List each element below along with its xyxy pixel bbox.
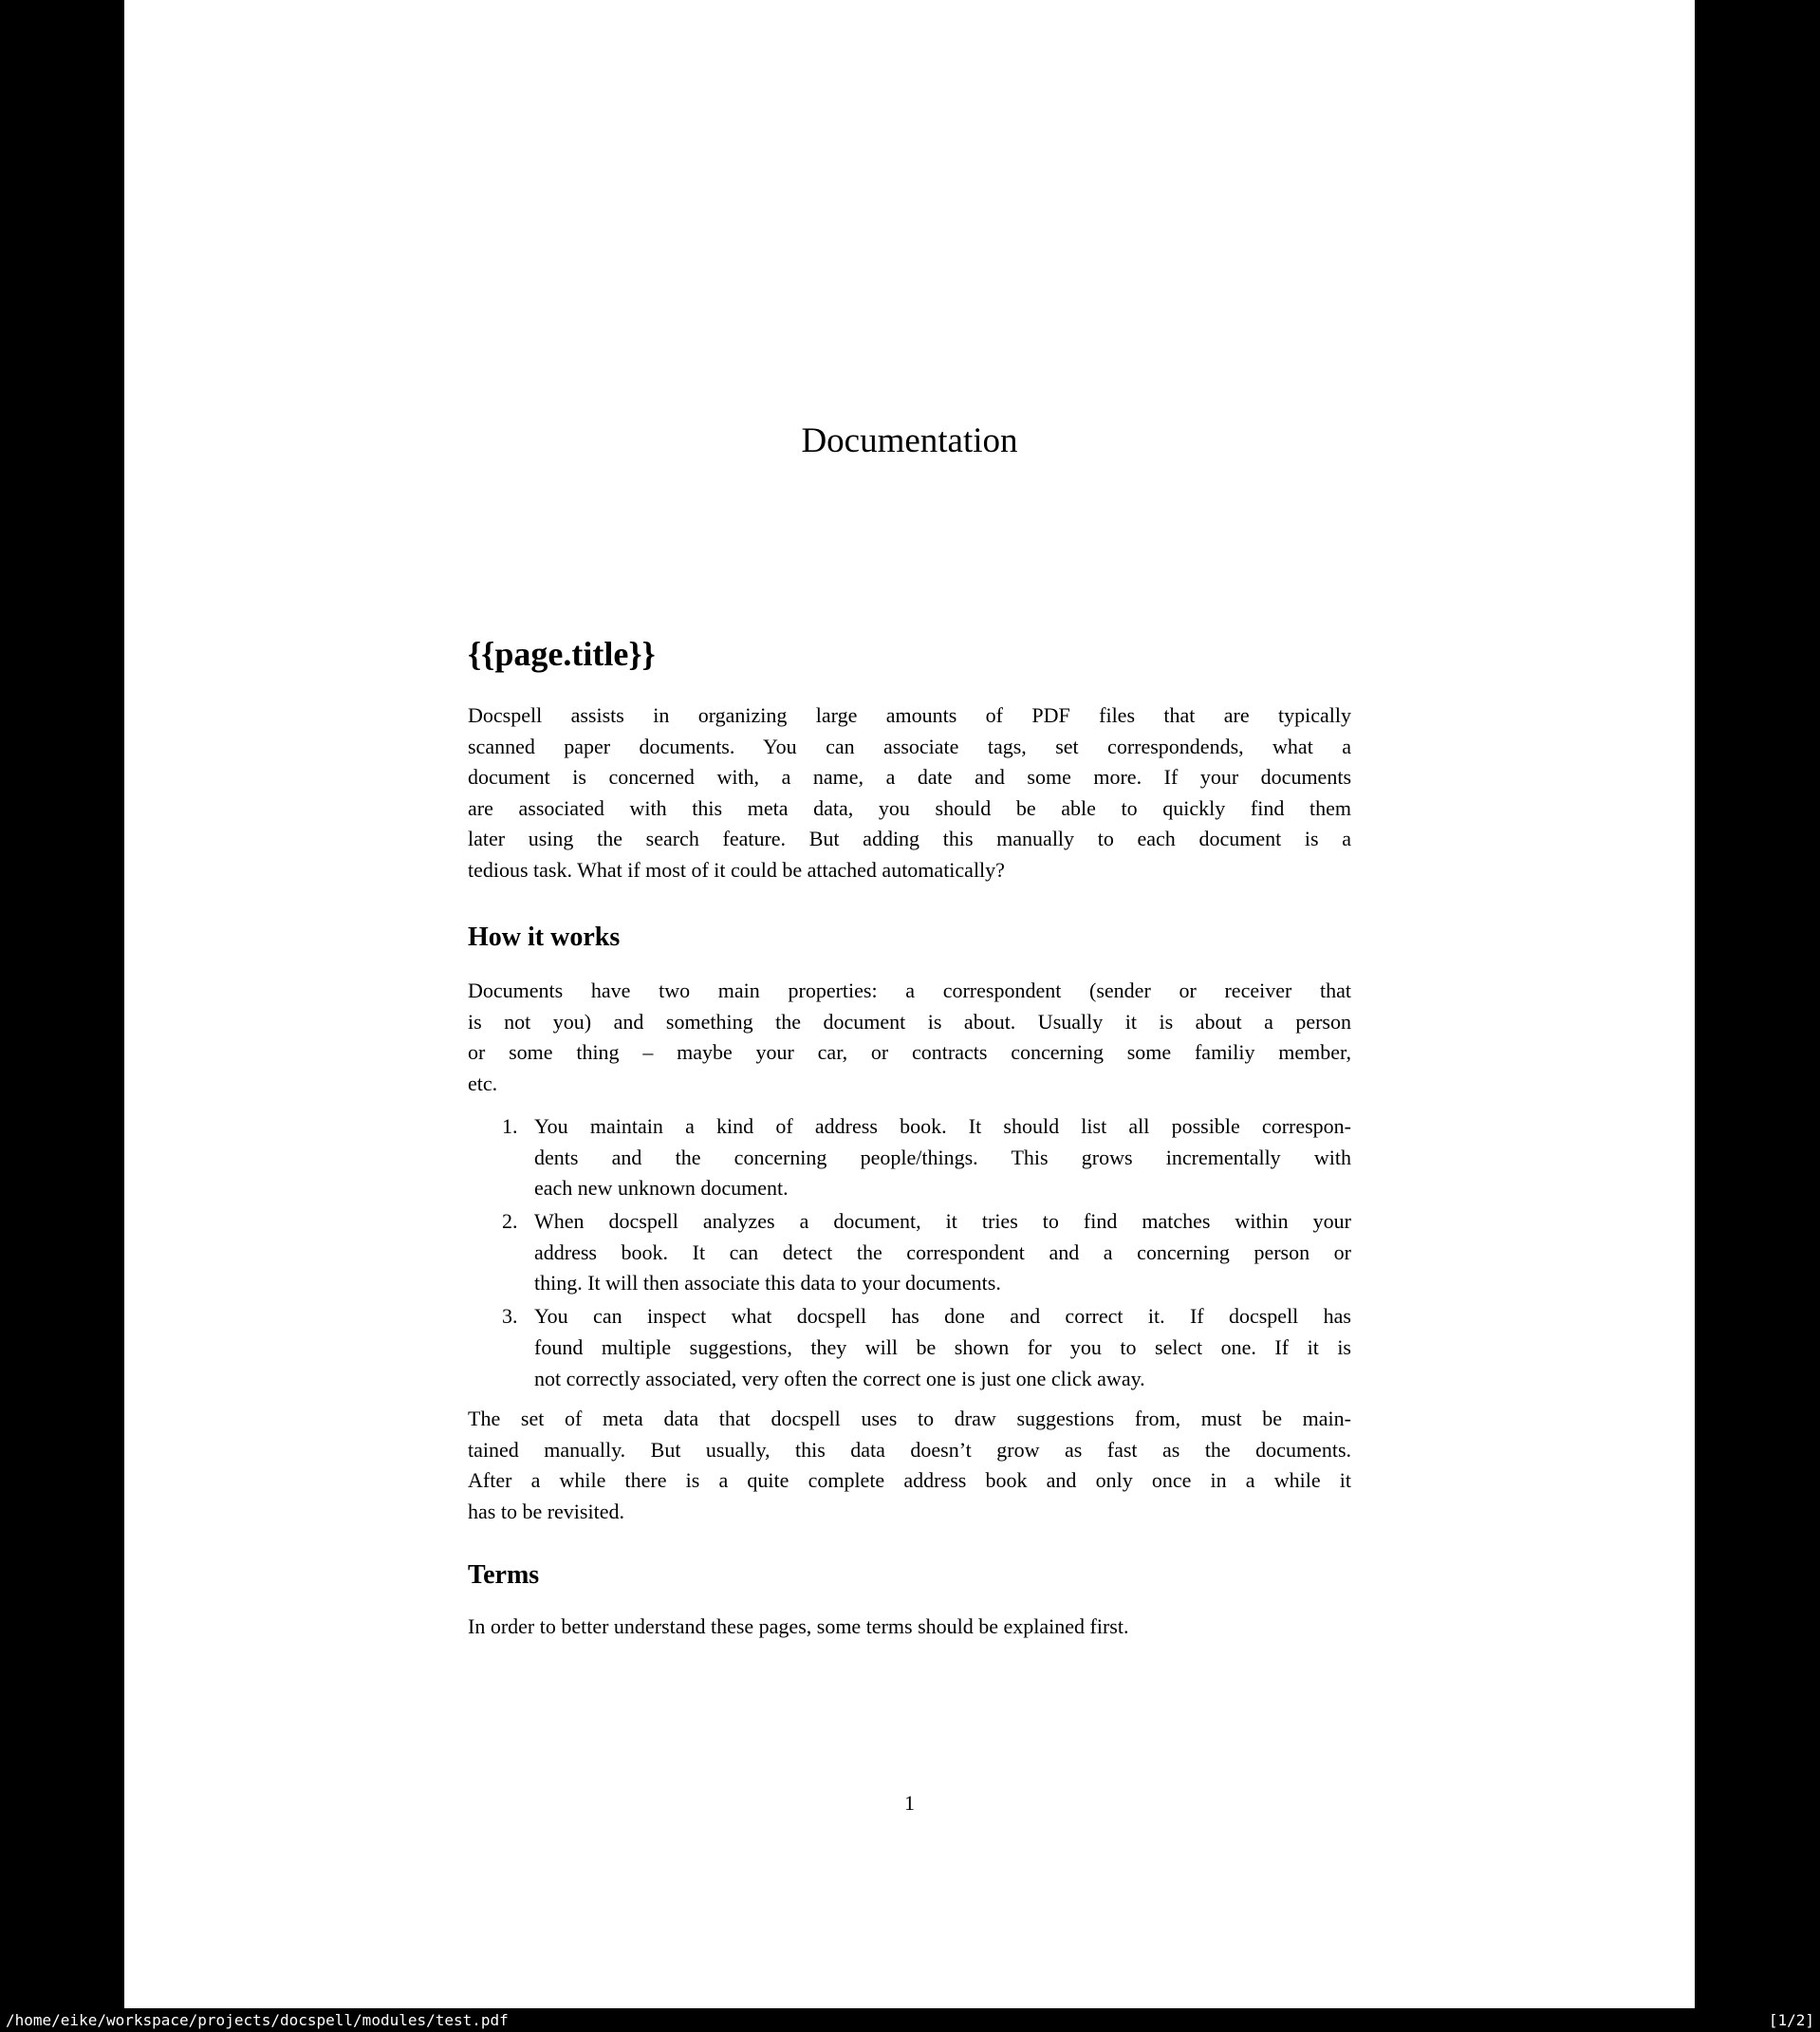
text-line: each new unknown document.	[534, 1176, 789, 1201]
paragraph-meta-data	[468, 1404, 1351, 1527]
text-line: Docspell assists in organizing large amounts of PDF files that are typically	[468, 703, 1351, 727]
list-item-number: 3.	[502, 1304, 518, 1329]
text-line: scanned paper documents. You can associate tags, set correspondends, what a	[468, 734, 1351, 758]
text-line: address book. It can detect the correspondent and a concerning person or	[534, 1240, 1351, 1264]
text-line: In order to better understand these pages, some terms should be explained first.	[468, 1614, 1129, 1638]
text-line: later using the search feature. But adding this manually to each document is a	[468, 827, 1351, 851]
text-line: is not you) and something the document is about. Usually it is about a person	[468, 1009, 1351, 1034]
text-line: thing. It will then associate this data to your documents.	[534, 1271, 1001, 1296]
page-number: 1	[904, 1791, 915, 1815]
text-line: You can inspect what docspell has done and correct it. If docspell has	[534, 1304, 1351, 1329]
heading-terms: Terms	[468, 1560, 540, 1590]
list-item	[468, 1206, 1351, 1299]
text-line: or some thing – maybe your car, or contracts concerning some familiy member,	[468, 1040, 1351, 1065]
text-line: When docspell analyzes a document, it tries to find matches within your	[534, 1209, 1351, 1234]
text-line: After a while there is a quite complete address book and only once in a while it	[468, 1468, 1351, 1493]
paragraph-intro	[468, 700, 1351, 886]
statusbar-file-path: /home/eike/workspace/projects/docspell/modules/test.pdf	[6, 2011, 509, 2029]
document-title: Documentation	[801, 421, 1018, 460]
text-line: are associated with this meta data, you should be able to quickly find them	[468, 795, 1351, 820]
paragraph-terms-intro	[468, 1612, 1351, 1643]
document-page[interactable]	[124, 0, 1695, 2008]
page-content	[468, 0, 1351, 2008]
text-line: Documents have two main properties: a correspondent (sender or receiver that	[468, 979, 1351, 1002]
list-item-number: 1.	[502, 1114, 518, 1138]
list-item-text	[534, 1301, 1351, 1394]
list-item-number: 2.	[502, 1209, 518, 1234]
text-line: dents and the concerning people/things. This grows incrementally with	[534, 1145, 1351, 1169]
text-line: found multiple suggestions, they will be shown for you to select one. If it is	[534, 1334, 1351, 1359]
paragraph-properties	[468, 976, 1351, 1099]
heading-page-title: {{page.title}}	[468, 635, 656, 673]
text-line: etc.	[468, 1071, 498, 1095]
heading-how-it-works: How it works	[468, 923, 621, 952]
text-line: has to be revisited.	[468, 1499, 624, 1523]
list-item-text	[534, 1206, 1351, 1299]
statusbar	[0, 2008, 1820, 2032]
ordered-list	[468, 1111, 1351, 1397]
list-item	[468, 1301, 1351, 1394]
statusbar-page-indicator: [1/2]	[1768, 2011, 1814, 2029]
text-line: document is concerned with, a name, a date and some more. If your documents	[468, 765, 1351, 790]
text-line: The set of meta data that docspell uses to draw suggestions from, must be main-	[468, 1407, 1351, 1430]
list-item	[468, 1111, 1351, 1204]
text-line: tained manually. But usually, this data doesn’t grow as fast as the documents.	[468, 1437, 1351, 1462]
text-line: not correctly associated, very often the correct one is just one click away.	[534, 1366, 1145, 1390]
list-item-text	[534, 1111, 1351, 1204]
text-line: tedious task. What if most of it could be attached automatically?	[468, 857, 1005, 882]
text-line: You maintain a kind of address book. It should list all possible correspon-	[534, 1114, 1351, 1138]
